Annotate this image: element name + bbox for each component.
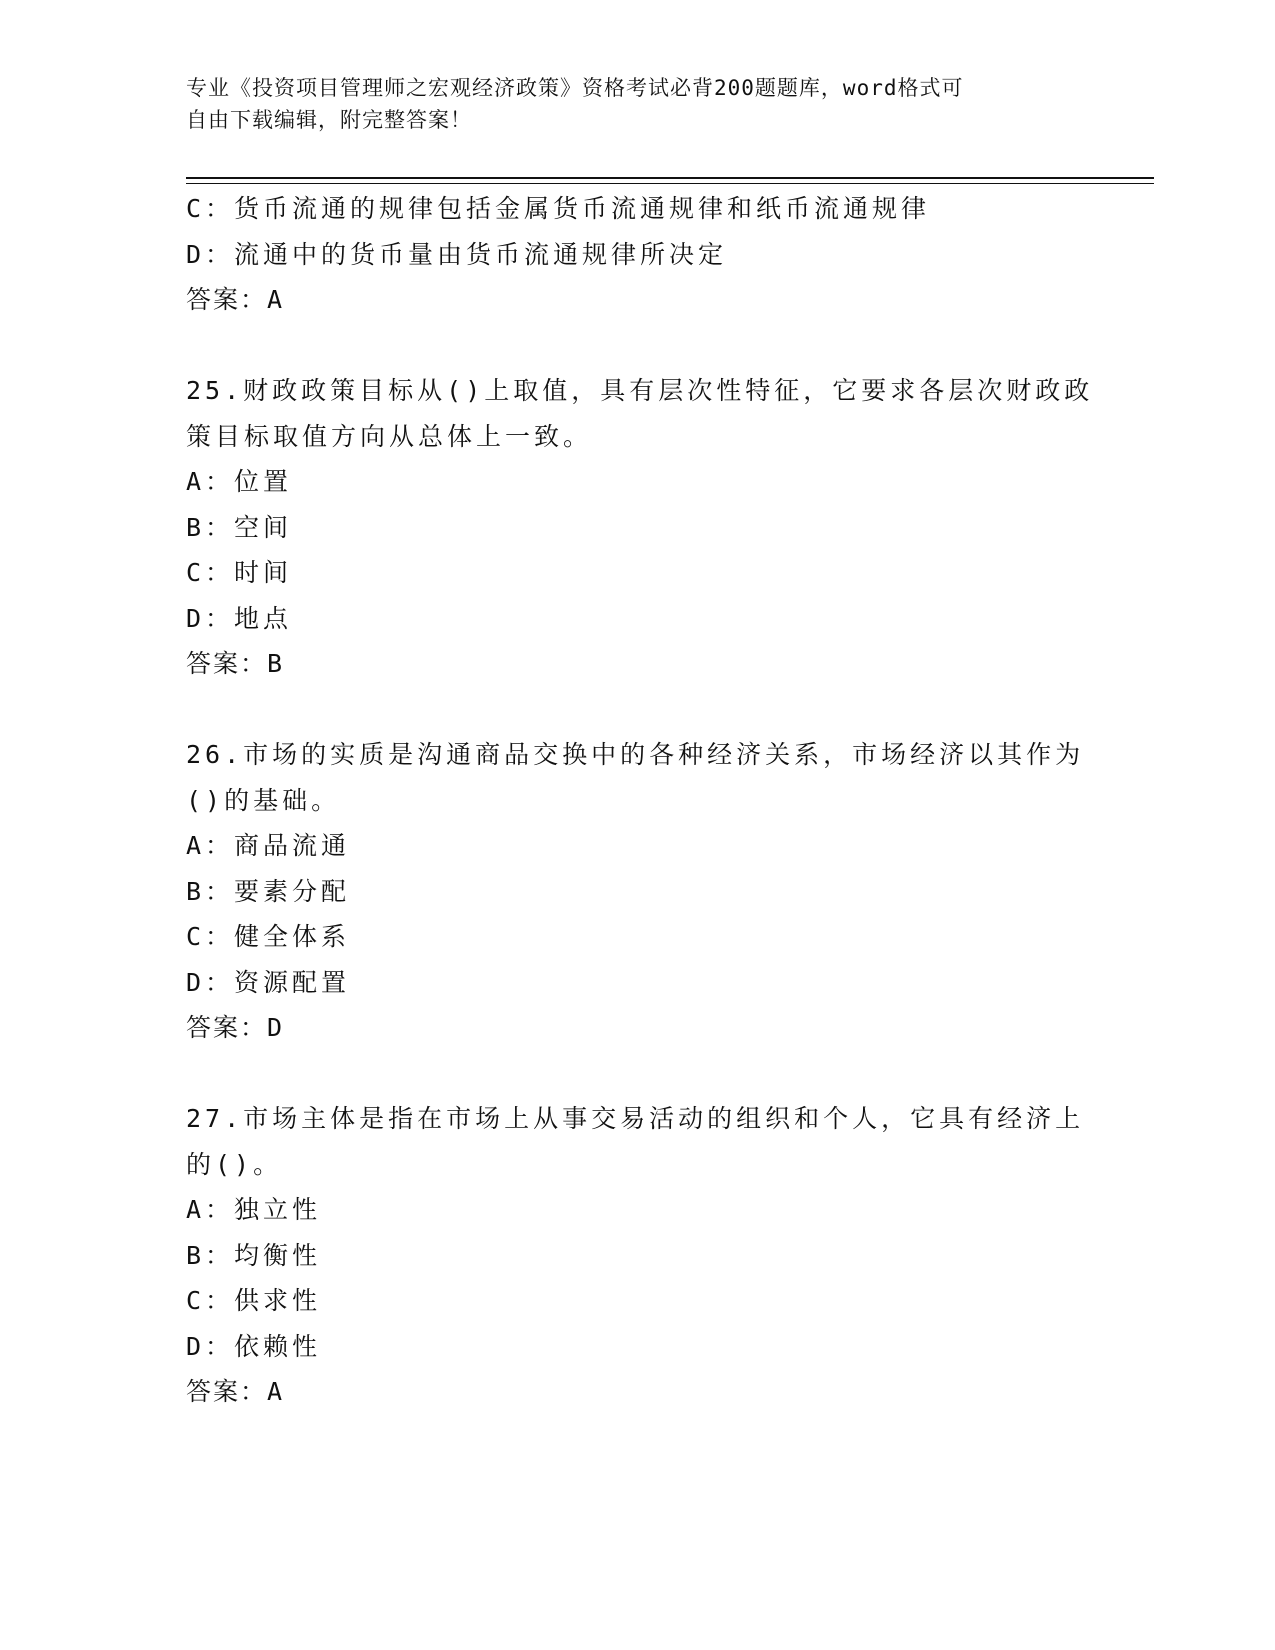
question-text-line-1: 27.市场主体是指在市场上从事交易活动的组织和个人，它具有经济上 <box>186 1104 1085 1133</box>
question-text-line-2: 的()。 <box>186 1149 283 1179</box>
question-text-line-1: 26.市场的实质是沟通商品交换中的各种经济关系，市场经济以其作为 <box>186 740 1085 769</box>
spacer <box>186 323 1086 369</box>
question-26 <box>186 732 1086 1051</box>
spacer <box>186 1051 1086 1097</box>
document-header <box>186 72 1066 136</box>
header-rule-thin <box>186 183 1154 184</box>
option-a: A：独立性 <box>186 1195 322 1224</box>
answer: 答案：B <box>186 649 285 678</box>
question-list <box>186 186 1094 1415</box>
answer: 答案：D <box>186 1013 285 1042</box>
header-line-1: 专业《投资项目管理师之宏观经济政策》资格考试必背200题题库，word格式可 <box>186 76 964 100</box>
option-d: D：资源配置 <box>186 967 351 997</box>
option-b: B：空间 <box>186 512 293 542</box>
option-c: C：时间 <box>186 558 293 587</box>
option-a: A：商品流通 <box>186 831 351 860</box>
answer: 答案：A <box>186 1377 285 1406</box>
question-text-line-2: 策目标取值方向从总体上一致。 <box>186 421 593 451</box>
question-24-continued <box>186 186 1086 323</box>
spacer <box>186 687 1086 733</box>
question-text-line-1: 25.财政政策目标从()上取值，具有层次性特征，它要求各层次财政政 <box>186 376 1094 405</box>
header-line-2: 自由下载编辑，附完整答案！ <box>186 108 472 132</box>
option-c: C：货币流通的规律包括金属货币流通规律和纸币流通规律 <box>186 194 931 223</box>
option-d: D：依赖性 <box>186 1331 322 1361</box>
header-rule-thick <box>186 177 1154 179</box>
question-25 <box>186 368 1094 687</box>
option-d: D：地点 <box>186 603 293 633</box>
option-d: D：流通中的货币量由货币流通规律所决定 <box>186 239 728 269</box>
option-b: B：均衡性 <box>186 1240 322 1270</box>
option-a: A：位置 <box>186 467 293 496</box>
option-b: B：要素分配 <box>186 876 351 906</box>
question-27 <box>186 1096 1086 1415</box>
option-c: C：供求性 <box>186 1286 322 1315</box>
option-c: C：健全体系 <box>186 922 351 951</box>
question-text-line-2: ()的基础。 <box>186 785 341 815</box>
answer: 答案：A <box>186 285 285 314</box>
